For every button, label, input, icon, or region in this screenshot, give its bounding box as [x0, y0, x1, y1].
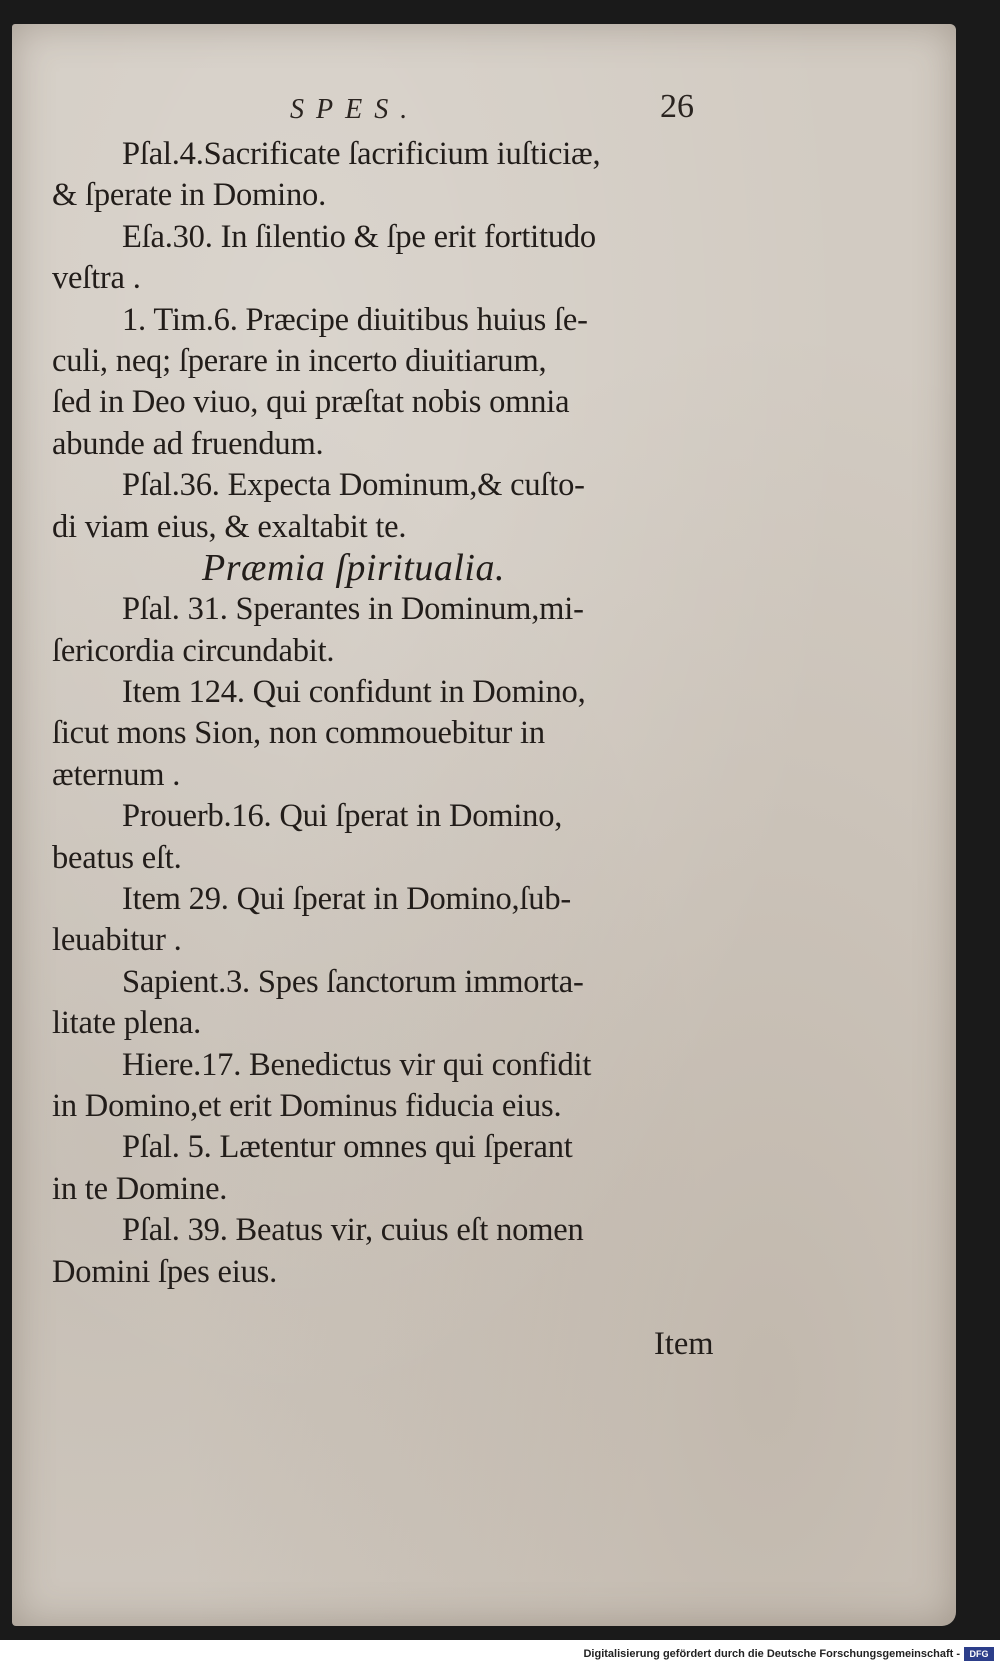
text-line: Pſal.36. Expecta Dominum,& cuſto- — [122, 467, 585, 504]
text-line: Pſal.4.Sacrificate ſacrificium iuſticiæ, — [122, 136, 601, 172]
dfg-logo: DFG — [964, 1647, 994, 1661]
text-line: leuabitur . — [52, 922, 182, 959]
text-line: Hiere.17. Benedictus vir qui confidit — [122, 1046, 592, 1083]
text-line: ſericordia circundabit. — [52, 632, 335, 669]
text-line: Item 29. Qui ſperat in Domino,ſub- — [122, 881, 572, 918]
text-line: litate plena. — [52, 1005, 201, 1042]
text-line: Pſal. 5. Lætentur omnes qui ſperant — [122, 1129, 573, 1166]
running-head-title: SPES. — [290, 94, 420, 125]
body-text — [52, 134, 692, 1293]
text-line: Pſal. 31. Sperantes in Dominum,mi- — [122, 591, 584, 628]
book-page — [12, 24, 956, 1626]
text-line: Pſal. 39. Beatus vir, cuius eſt nomen — [122, 1212, 584, 1249]
text-line: in te Domine. — [52, 1170, 228, 1207]
catchword: Item — [654, 1326, 714, 1362]
text-line: abunde ad fruendum. — [52, 425, 324, 462]
text-line: di viam eius, & exaltabit te. — [52, 508, 407, 545]
text-line: Domini ſpes eius. — [52, 1253, 277, 1290]
text-line: veſtra . — [52, 260, 141, 297]
text-line: Eſa.30. In ſilentio & ſpe erit fortitudo — [122, 218, 596, 255]
text-line: Prouerb.16. Qui ſperat in Domino, — [122, 798, 563, 835]
running-head — [12, 88, 956, 134]
text-line: in Domino,et erit Dominus fiducia eius. — [52, 1087, 562, 1124]
text-line: beatus eſt. — [52, 839, 182, 876]
text-line: Sapient.3. Spes ſanctorum immorta- — [122, 963, 584, 1000]
text-line: culi, neq; ſperare in incerto diuitiarum, — [52, 342, 547, 379]
text-line: Item 124. Qui confidunt in Domino, — [122, 674, 586, 711]
text-line: ſicut mons Sion, non commouebitur in — [52, 715, 545, 752]
text-line: ſed in Deo viuo, qui præſtat nobis omnia — [52, 384, 570, 421]
digitization-credit: Digitalisierung gefördert durch die Deutsche Forschungsgemeinschaft - — [583, 1648, 960, 1660]
text-line: æternum . — [52, 756, 181, 793]
text-line: 1. Tim.6. Præcipe diuitibus huius ſe- — [122, 301, 588, 338]
text-line: & ſperate in Domino. — [52, 177, 326, 214]
page-number: 26 — [660, 88, 694, 125]
section-heading: Præmia ſpiritualia. — [202, 546, 505, 589]
